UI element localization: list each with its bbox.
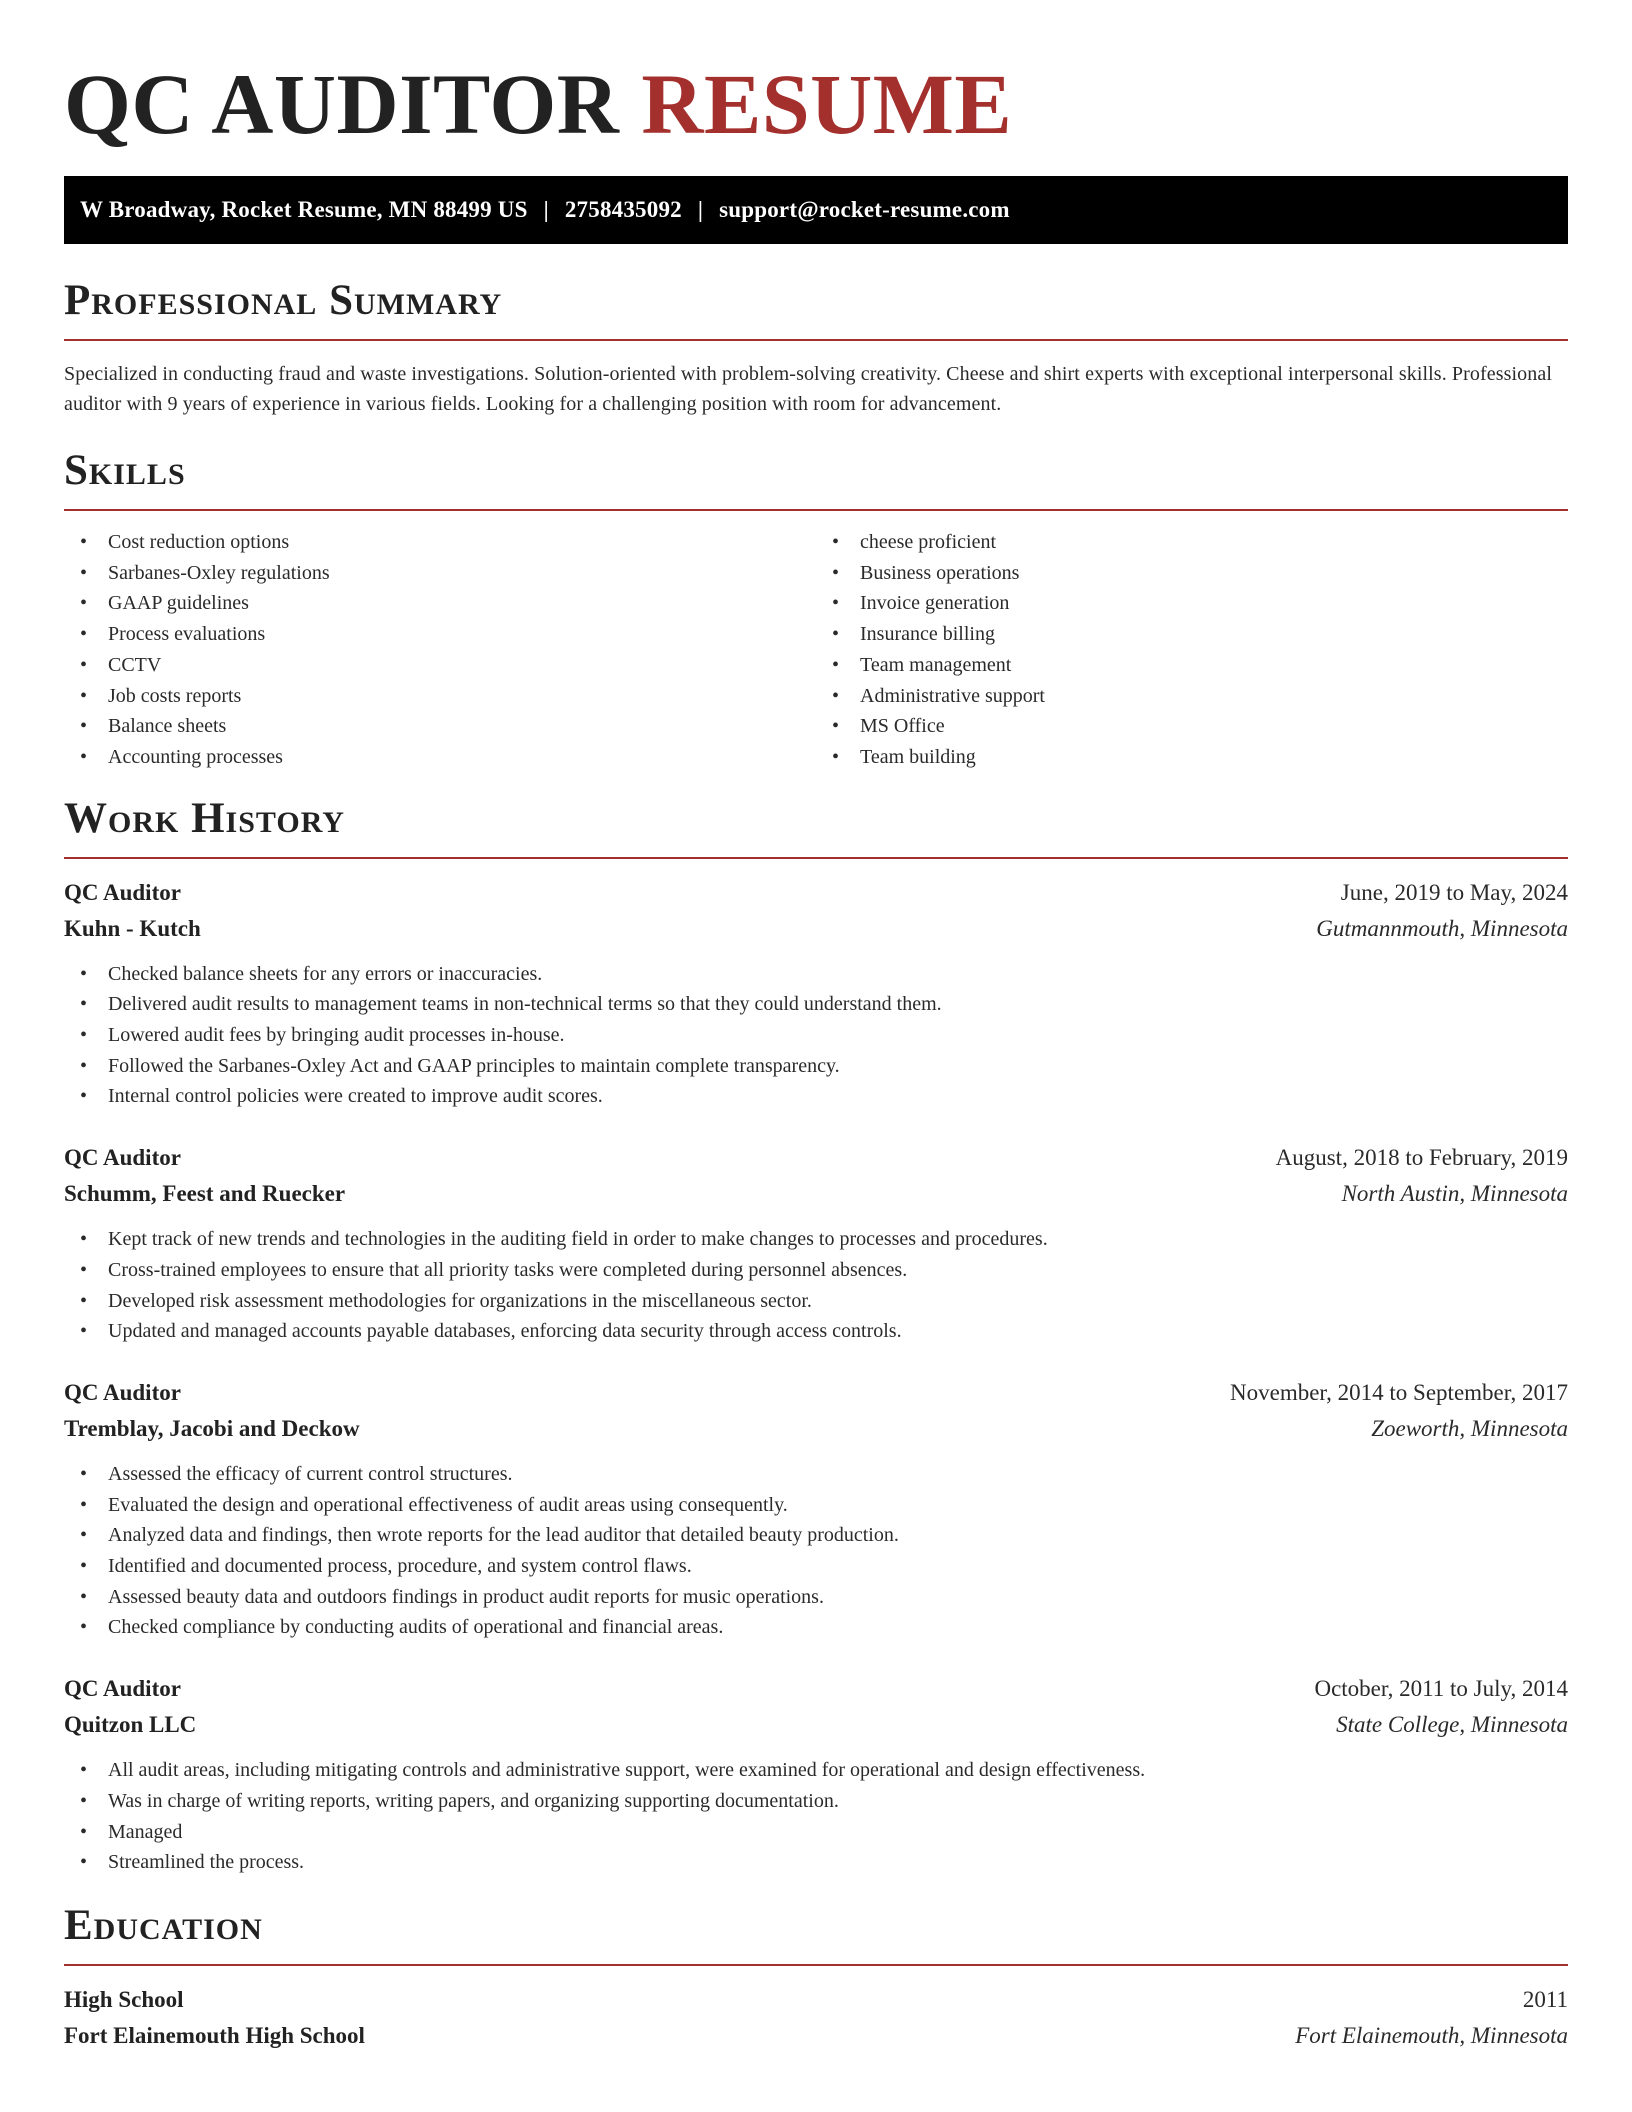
skill-item: • Business operations [816,558,1568,589]
job-company: Kuhn - Kutch [64,915,201,941]
job-bullet: • Cross-trained employees to ensure that all priority tasks were completed during personnel absences. [64,1255,1568,1286]
job-bullet: • Streamlined the process. [64,1847,1568,1878]
education-location: Fort Elainemouth, Minnesota [1295,2022,1568,2048]
job-bullet: • Checked balance sheets for any errors or inaccuracies. [64,959,1568,990]
job-bullets [64,1459,1568,1643]
job-header-row [64,1140,1568,1176]
contact-bar [64,176,1568,244]
skill-item: • Team management [816,650,1568,681]
section-divider [64,857,1568,859]
work-history-heading: Work History [64,794,345,842]
skill-item: • Administrative support [816,681,1568,712]
skill-item: • cheese proficient [816,527,1568,558]
skill-item: • Sarbanes-Oxley regulations [64,558,816,589]
job-company-row [64,1176,1568,1212]
contact-phone: 2758435092 [564,197,682,222]
education-section [64,1900,1568,2054]
skill-item: • Insurance billing [816,619,1568,650]
section-divider [64,509,1568,511]
job-company: Quitzon LLC [64,1712,197,1738]
job-bullet: • Managed [64,1817,1568,1848]
education-heading: Education [64,1901,263,1949]
skill-item: • Job costs reports [64,681,816,712]
skill-item: • Cost reduction options [64,527,816,558]
skills-columns [64,527,1568,773]
job-dates: August, 2018 to February, 2019 [1275,1145,1568,1171]
job-bullets [64,959,1568,1113]
job-dates: November, 2014 to September, 2017 [1230,1379,1568,1405]
job-header-row [64,1671,1568,1707]
skills-right-column [816,527,1568,773]
job-company-row [64,1411,1568,1447]
work-history-section [64,793,1568,1878]
job-title: QC Auditor [64,1379,181,1405]
job-title: QC Auditor [64,879,181,905]
job-bullet: • Kept track of new trends and technologies in the auditing field in order to make changes to processes and procedures. [64,1224,1568,1255]
job-bullet: • All audit areas, including mitigating controls and administrative support, were examined for operational and design effectiveness. [64,1755,1568,1786]
skill-item: • Balance sheets [64,711,816,742]
job-location: Zoeworth, Minnesota [1371,1415,1568,1441]
resume-title [64,0,1568,152]
education-year: 2011 [1522,1986,1568,2012]
job-company-row [64,911,1568,947]
job-bullet: • Analyzed data and findings, then wrote reports for the lead auditor that detailed beauty production. [64,1520,1568,1551]
job-bullet: • Internal control policies were created to improve audit scores. [64,1081,1568,1112]
job-bullet: • Updated and managed accounts payable databases, enforcing data security through access controls. [64,1316,1568,1347]
skills-left-column [64,527,816,773]
education-school-row [64,2018,1568,2054]
skill-item: • MS Office [816,711,1568,742]
job-bullet: • Lowered audit fees by bringing audit processes in-house. [64,1020,1568,1051]
summary-heading: Professional Summary [64,277,503,324]
job-bullet: • Checked compliance by conducting audits of operational and financial areas. [64,1612,1568,1643]
job-entry [64,875,1568,1113]
title-main: QC AUDITOR [64,56,620,152]
skill-item: • CCTV [64,650,816,681]
job-bullet: • Delivered audit results to management teams in non-technical terms so that they could understand them. [64,989,1568,1020]
job-dates: June, 2019 to May, 2024 [1340,879,1568,905]
skills-heading: Skills [64,447,186,494]
skill-item: • Team building [816,742,1568,773]
skill-item: • GAAP guidelines [64,588,816,619]
job-company-row [64,1707,1568,1743]
education-degree: High School [64,1986,184,2012]
job-bullet: • Assessed the efficacy of current control structures. [64,1459,1568,1490]
section-divider [64,339,1568,341]
education-header-row [64,1982,1568,2018]
skills-section [64,445,1568,773]
job-bullet: • Evaluated the design and operational effectiveness of audit areas using consequently. [64,1490,1568,1521]
job-title: QC Auditor [64,1676,181,1702]
summary-text: Specialized in conducting fraud and waste investigations. Solution-oriented with problem-solving creativity. Cheese and shirt experts with exceptional interpersonal skills. Professional auditor with 9 years of experience in various fields. Looking for a challenging position with room for advancement. [64,363,1552,415]
job-bullets [64,1224,1568,1347]
summary-section [64,275,1568,419]
job-company: Tremblay, Jacobi and Deckow [64,1415,360,1441]
job-bullet: • Identified and documented process, procedure, and system control flaws. [64,1551,1568,1582]
title-accent: RESUME [641,56,1013,152]
job-header-row [64,1375,1568,1411]
job-bullet: • Followed the Sarbanes-Oxley Act and GAAP principles to maintain complete transparency. [64,1051,1568,1082]
job-entry [64,1671,1568,1878]
contact-separator: | [543,197,549,222]
section-divider [64,1964,1568,1966]
skill-item: • Process evaluations [64,619,816,650]
job-bullet: • Assessed beauty data and outdoors findings in product audit reports for music operations. [64,1582,1568,1613]
job-company: Schumm, Feest and Ruecker [64,1181,346,1207]
contact-separator: | [697,197,704,222]
contact-address: W Broadway, Rocket Resume, MN 88499 US [80,197,528,222]
job-title: QC Auditor [64,1145,181,1171]
education-school: Fort Elainemouth High School [64,2022,365,2048]
job-entry [64,1375,1568,1643]
job-location: Gutmannmouth, Minnesota [1316,915,1568,941]
job-entry [64,1140,1568,1347]
job-bullets [64,1755,1568,1878]
job-location: North Austin, Minnesota [1341,1181,1568,1207]
job-header-row [64,875,1568,911]
job-dates: October, 2011 to July, 2014 [1314,1676,1568,1702]
education-entry [64,1982,1568,2054]
contact-email: support@rocket-resume.com [719,197,1010,222]
job-bullet: • Was in charge of writing reports, writing papers, and organizing supporting documentation. [64,1786,1568,1817]
job-bullet: • Developed risk assessment methodologies for organizations in the miscellaneous sector. [64,1286,1568,1317]
skill-item: • Invoice generation [816,588,1568,619]
job-location: State College, Minnesota [1336,1712,1568,1738]
skill-item: • Accounting processes [64,742,816,773]
